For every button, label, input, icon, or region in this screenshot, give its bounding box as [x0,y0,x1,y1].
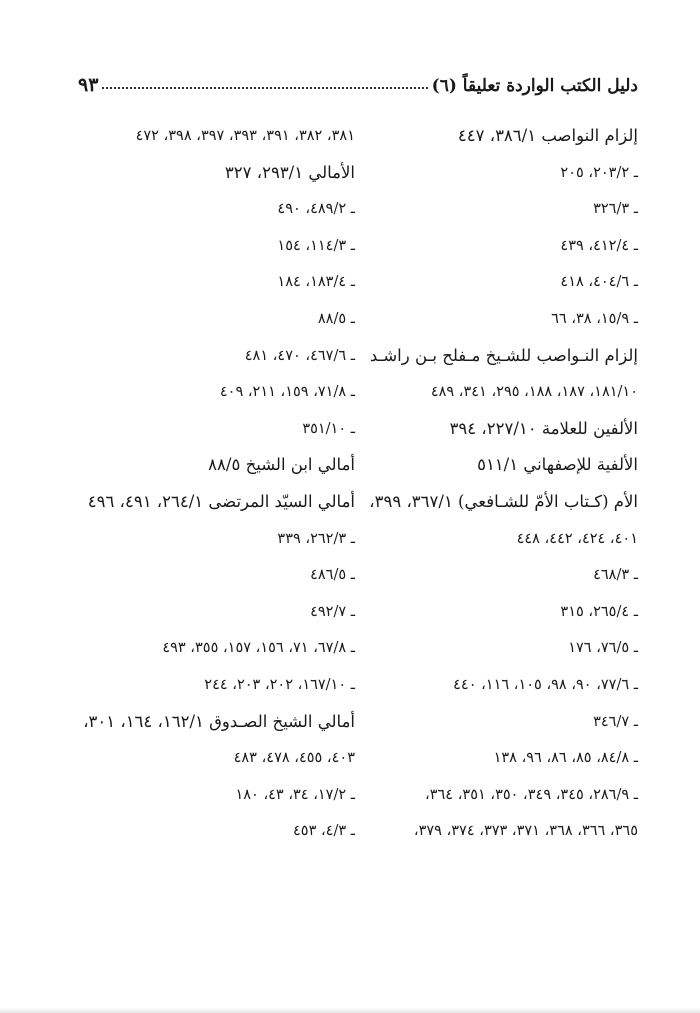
index-subentry: ـ ٤٨٩/٢، ٤٩٠ [277,201,355,218]
index-subentry: ـ ٤٨٦/٥ [310,567,355,584]
index-entry: أمالي الشيخ الصـدوق ١٦٢/١، ١٦٤، ٣٠١، [83,711,355,731]
index-column-right [368,118,638,850]
index-subentry: ـ ٢٠٣/٢، ٢٠٥ [560,164,638,181]
index-subentry: ـ ٢٨٦/٩، ٣٤٥، ٣٤٩، ٣٥٠، ٣٥١، ٣٦٤، [425,786,638,803]
index-column-left [85,118,355,850]
index-subentry: ـ ٢٦٥/٤، ٣١٥ [560,603,638,620]
index-continuation: ١٨١/١٠، ١٨٧، ١٨٨، ٢٩٥، ٣٤١، ٤٨٩ [430,384,638,401]
index-subentry: ـ ٧٦/٥، ١٧٦ [568,640,638,657]
index-subentry: ـ ١٨٣/٤، ١٨٤ [277,274,355,291]
page-bottom-edge [0,1008,700,1013]
index-subentry: ـ ٤/٣، ٤٥٣ [293,823,355,840]
index-subentry: ـ ٦٧/٨، ٧١، ١٥٦، ١٥٧، ٣٥٥، ٤٩٣ [162,640,355,657]
header-dotted-leader [102,87,427,89]
index-entry: الألفية للإصفهاني ٥١١/١ [477,455,638,475]
index-entry: إلزام النـواصب للشـيخ مـفلح بـن راشـد [369,345,638,365]
header-title: دليل الكتب الواردة تعليقاً (٦) [431,76,638,96]
index-entry: الأم (كـتاب الأمّ للشـافعي) ٣٦٧/١، ٣٩٩، [369,491,638,511]
index-subentry: ـ ٤٦٨/٣ [593,567,638,584]
page-number: ٩٣ [78,74,99,96]
index-subentry: ـ ١٦٧/١٠، ٢٠٢، ٢٠٣، ٢٤٤ [204,676,355,693]
index-subentry: ـ ٢٦٢/٣، ٣٣٩ [277,530,355,547]
index-subentry: ـ ١١٤/٣، ١٥٤ [277,237,355,254]
index-subentry: ـ ٣٢٦/٣ [593,201,638,218]
index-subentry: ـ ٣٥١/١٠ [302,420,355,437]
running-header [78,66,638,96]
index-entry: أمالي ابن الشيخ ٨٨/٥ [208,455,355,475]
index-subentry: ـ ٣٤٦/٧ [593,713,638,730]
index-entry: الأمالي ٢٩٣/١، ٣٢٧ [224,162,355,182]
index-subentry: ـ ٤٦٧/٦، ٤٧٠، ٤٨١ [244,347,355,364]
index-continuation: ٣٦٥، ٣٦٦، ٣٦٨، ٣٧١، ٣٧٣، ٣٧٤، ٣٧٩، [413,823,638,840]
index-subentry: ـ ٤٩٢/٧ [310,603,355,620]
index-subentry: ـ ٤٠٤/٦، ٤١٨ [560,274,638,291]
index-continuation: ٤٠١، ٤٢٤، ٤٤٢، ٤٤٨ [516,530,638,547]
index-subentry: ـ ١٥/٩، ٣٨، ٦٦ [551,310,638,327]
index-subentry: ـ ٧٧/٦، ٩٠، ٩٨، ١٠٥، ١١٦، ٤٤٠ [453,676,638,693]
index-subentry: ـ ٤١٢/٤، ٤٣٩ [560,237,638,254]
index-entry: أمالي السيّد المرتضى ٢٦٤/١، ٤٩١، ٤٩٦ [87,491,355,511]
index-subentry: ـ ٨٤/٨، ٨٥، ٨٦، ٩٦، ١٣٨ [493,750,638,767]
index-entry: الألفين للعلامة ٢٢٧/١٠، ٣٩٤ [449,418,638,438]
index-continuation: ٤٠٣، ٤٥٥، ٤٧٨، ٤٨٣ [233,750,355,767]
index-subentry: ـ ٨٨/٥ [317,310,355,327]
index-subentry: ـ ١٧/٢، ٣٤، ٤٣، ١٨٠ [235,786,355,803]
index-entry: إلزام النواصب ٣٨٦/١، ٤٤٧ [457,126,638,145]
index-continuation: ٣٨١، ٣٨٢، ٣٩١، ٣٩٣، ٣٩٧، ٣٩٨، ٤٧٢ [135,128,355,144]
index-subentry: ـ ٧١/٨، ١٥٩، ٢١١، ٤٠٩ [219,384,355,401]
